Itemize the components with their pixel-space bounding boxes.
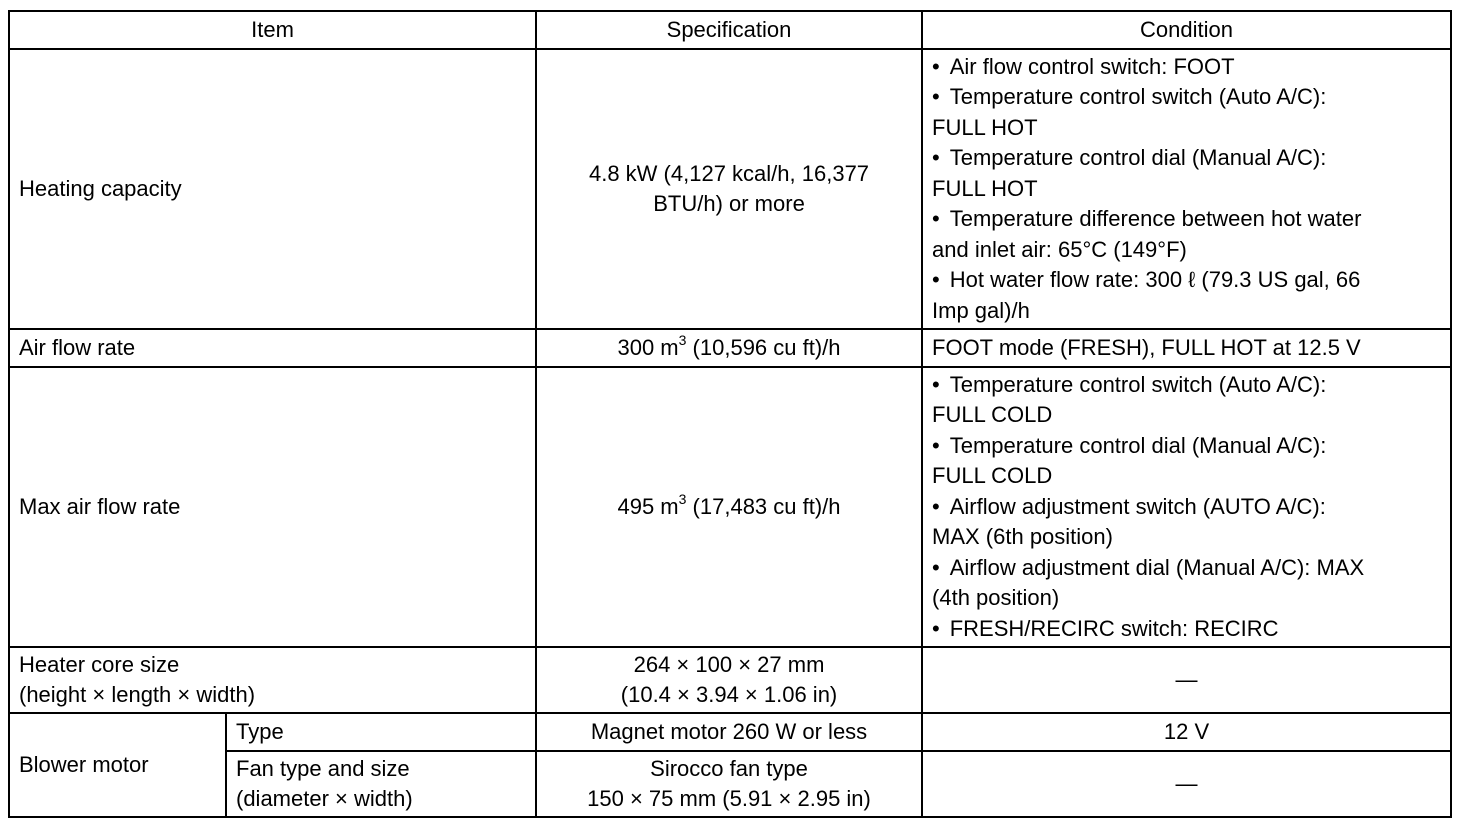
blower-fan-condition: — xyxy=(922,751,1451,817)
condition-line: (4th position) xyxy=(932,585,1060,611)
bullet: • xyxy=(932,84,940,110)
condition-line: • Temperature control dial (Manual A/C): xyxy=(932,145,1327,171)
max-air-flow-rate-spec: 495 $m^3$ (17,483 cu ft)/h xyxy=(536,367,922,647)
condition-line: FULL HOT xyxy=(932,114,1038,140)
condition-line: • Temperature control dial (Manual A/C): xyxy=(932,432,1327,458)
bullet: • xyxy=(932,206,940,232)
bullet: • xyxy=(932,432,940,458)
condition-line: FULL HOT xyxy=(932,175,1038,201)
condition-line: • Airflow adjustment switch (AUTO A/C): xyxy=(932,493,1326,519)
air-flow-rate-condition: FOOT mode (FRESH), FULL HOT at 12.5 V xyxy=(922,329,1451,367)
bullet: • xyxy=(932,493,940,519)
condition-line: Imp gal)/h xyxy=(932,297,1030,323)
row-max-air-flow-rate xyxy=(9,367,1451,647)
header-item: Item xyxy=(9,11,536,49)
bullet: • xyxy=(932,554,940,580)
heating-capacity-label: Heating capacity xyxy=(9,49,536,329)
condition-line: • Temperature control switch (Auto A/C): xyxy=(932,84,1327,110)
heater-core-size-spec: 264 × 100 × 27 mm (10.4 × 3.94 × 1.06 in) xyxy=(536,647,922,713)
condition-line: MAX (6th position) xyxy=(932,524,1113,550)
condition-line: • Air flow control switch: FOOT xyxy=(932,53,1235,79)
condition-line: FULL COLD xyxy=(932,463,1053,489)
air-flow-rate-spec: 300 $m^3$ (10,596 cu ft)/h xyxy=(536,329,922,367)
bullet: • xyxy=(932,371,940,397)
condition-line: • Temperature control switch (Auto A/C): xyxy=(932,371,1327,397)
condition-line: FULL COLD xyxy=(932,402,1053,428)
condition-line: • FRESH/RECIRC switch: RECIRC xyxy=(932,615,1279,641)
row-blower-fan xyxy=(9,751,1451,817)
blower-fan-spec: Sirocco fan type 150 × 75 mm (5.91 × 2.95 in) xyxy=(536,751,922,817)
heater-core-size-label: Heater core size (height × length × width) xyxy=(9,647,536,713)
blower-type-condition: 12 V xyxy=(922,713,1451,751)
bullet: • xyxy=(932,53,940,79)
header-specification: Specification xyxy=(536,11,922,49)
condition-line: • Temperature difference between hot water xyxy=(932,206,1362,232)
heating-capacity-spec xyxy=(536,49,922,329)
heater-core-size-condition: — xyxy=(922,647,1451,713)
blower-fan-label: Fan type and size (diameter × width) xyxy=(226,751,536,817)
specification-table xyxy=(8,10,1452,818)
row-heating-capacity xyxy=(9,49,1451,329)
bullet: • xyxy=(932,267,940,293)
heating-spec-line2: BTU/h) or more xyxy=(653,191,805,216)
max-air-flow-rate-label: Max air flow rate xyxy=(9,367,536,647)
heating-spec-line1: 4.8 kW (4,127 kcal/h, 16,377 xyxy=(588,160,870,186)
condition-line: and inlet air: 65°C (149°F) xyxy=(932,236,1187,262)
max-air-flow-rate-conditions xyxy=(922,367,1451,647)
bullet: • xyxy=(932,145,940,171)
blower-type-spec: Magnet motor 260 W or less xyxy=(536,713,922,751)
row-air-flow-rate xyxy=(9,329,1451,367)
row-blower-motor-type xyxy=(9,713,1451,751)
bullet: • xyxy=(932,615,940,641)
condition-line: • Airflow adjustment dial (Manual A/C): MAX xyxy=(932,554,1365,580)
air-flow-rate-label: Air flow rate xyxy=(9,329,536,367)
row-heater-core-size xyxy=(9,647,1451,713)
blower-motor-label: Blower motor xyxy=(9,713,226,817)
condition-line: • Hot water flow rate: 300 ℓ (79.3 US gal, 66 xyxy=(932,267,1361,293)
blower-type-label: Type xyxy=(226,713,536,751)
heating-capacity-conditions xyxy=(922,49,1451,329)
header-row xyxy=(9,11,1451,49)
header-condition: Condition xyxy=(922,11,1451,49)
